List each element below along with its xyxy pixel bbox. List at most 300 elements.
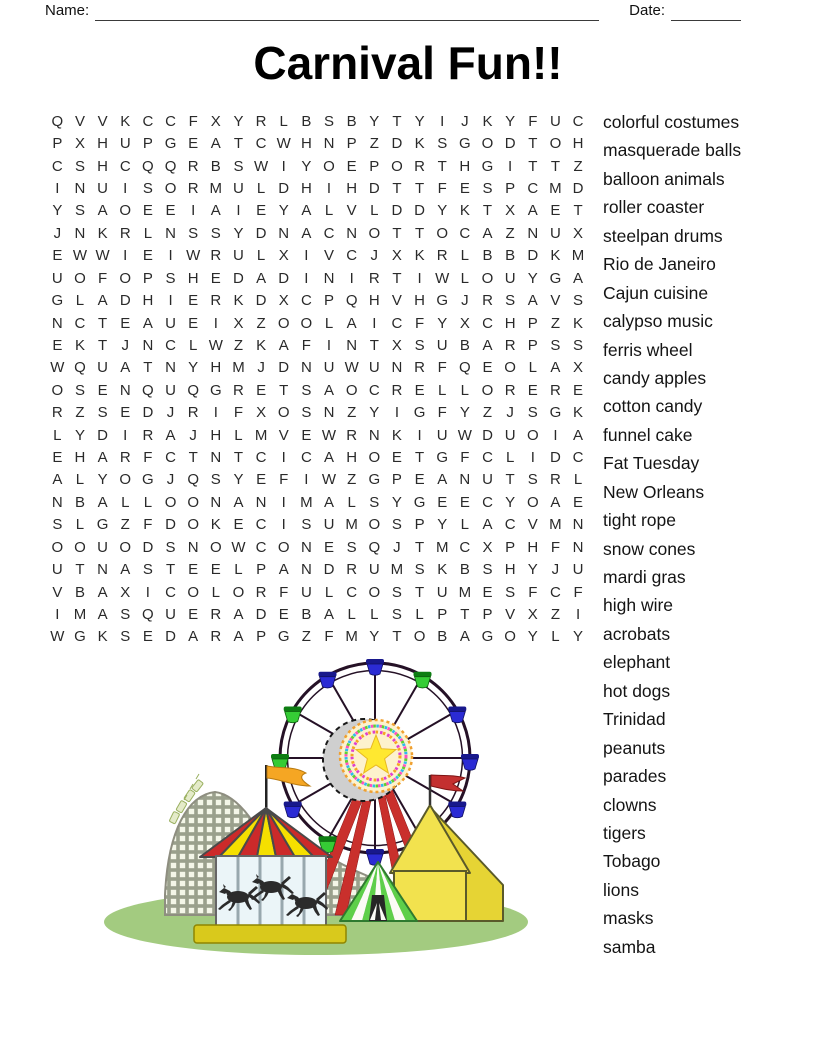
grid-cell: S	[120, 628, 131, 646]
word-list-item: acrobats	[603, 623, 671, 644]
grid-cell: F	[550, 538, 560, 556]
grid-cell: D	[97, 426, 109, 444]
grid-cell: C	[119, 157, 131, 175]
grid-cell: I	[123, 426, 128, 444]
grid-cell: K	[97, 628, 108, 646]
grid-cell: I	[394, 404, 400, 422]
grid-cell: T	[392, 179, 402, 197]
grid-cell: I	[191, 202, 196, 220]
grid-cell: R	[210, 628, 222, 646]
grid-cell: E	[188, 561, 199, 579]
grid-cell: M	[232, 359, 245, 377]
grid-cell: A	[482, 516, 493, 534]
carnival-illustration	[88, 645, 538, 965]
grid-cell: F	[98, 269, 108, 287]
grid-cell: N	[74, 179, 86, 197]
grid-cell: V	[74, 112, 85, 130]
grid-cell: D	[255, 292, 267, 310]
grid-cell: V	[391, 292, 402, 310]
grid-cell: U	[368, 359, 380, 377]
grid-cell: V	[97, 112, 108, 130]
grid-cell: B	[74, 493, 85, 511]
grid-cell: N	[572, 538, 584, 556]
grid-cell: O	[300, 314, 313, 332]
grid-cell: I	[508, 157, 513, 175]
grid-cell: D	[504, 135, 516, 153]
grid-cell: S	[391, 516, 402, 534]
grid-cell: G	[549, 269, 562, 287]
grid-cell: E	[391, 449, 402, 467]
grid-cell: A	[210, 202, 221, 220]
grid-cell: S	[233, 157, 244, 175]
grid-cell: O	[277, 314, 290, 332]
grid-cell: O	[164, 179, 177, 197]
grid-cell: C	[482, 449, 493, 467]
grid-cell: G	[164, 135, 177, 153]
grid-cell: C	[527, 179, 539, 197]
grid-cell: S	[324, 112, 335, 130]
grid-cell: N	[51, 314, 63, 332]
grid-cell: B	[210, 157, 221, 175]
grid-cell: L	[53, 426, 62, 444]
grid-cell: O	[504, 359, 516, 377]
word-list-item: colorful costumes	[603, 112, 740, 132]
grid-cell: C	[346, 583, 358, 601]
word-list-item: calypso music	[603, 311, 713, 332]
grid-cell: M	[345, 516, 358, 534]
grid-cell: L	[234, 561, 243, 579]
grid-cell: T	[233, 135, 244, 153]
grid-cell: A	[527, 202, 538, 220]
grid-cell: U	[504, 426, 516, 444]
grid-cell: K	[573, 314, 584, 332]
grid-cell: D	[391, 135, 403, 153]
grid-cell: I	[55, 605, 60, 623]
grid-cell: T	[392, 112, 402, 130]
grid-cell: E	[437, 493, 448, 511]
date-label: Date:	[629, 2, 665, 19]
grid-cell: K	[233, 292, 244, 310]
grid-cell: O	[209, 538, 222, 556]
grid-cell: L	[256, 247, 266, 265]
grid-cell: I	[281, 493, 286, 511]
grid-cell: E	[414, 471, 425, 489]
page-title: Carnival Fun!!	[253, 37, 563, 89]
grid-cell: O	[187, 516, 199, 534]
grid-cell: O	[368, 224, 381, 242]
grid-cell: Z	[482, 404, 493, 422]
grid-cell: E	[188, 605, 199, 623]
grid-cell: T	[437, 157, 447, 175]
grid-cell: S	[142, 179, 153, 197]
grid-cell: H	[300, 179, 312, 197]
grid-cell: X	[459, 314, 470, 332]
grid-cell: C	[255, 449, 267, 467]
grid-cell: J	[257, 359, 265, 377]
grid-cell: D	[255, 605, 267, 623]
grid-cell: S	[573, 292, 584, 310]
grid-cell: S	[527, 404, 538, 422]
worksheet-header	[45, 1, 741, 21]
grid-cell: I	[213, 404, 218, 422]
grid-cell: N	[210, 449, 222, 467]
grid-cell: W	[208, 336, 223, 354]
grid-cell: C	[255, 516, 267, 534]
grid-cell: V	[527, 516, 538, 534]
grid-cell: P	[346, 135, 357, 153]
grid-cell: W	[72, 247, 88, 265]
grid-cell: C	[549, 583, 561, 601]
grid-cell: S	[369, 493, 380, 511]
grid-cell: W	[50, 359, 65, 377]
grid-cell: X	[391, 247, 402, 265]
grid-cell: T	[165, 561, 176, 579]
grid-cell: Y	[527, 628, 538, 646]
grid-cell: U	[504, 269, 516, 287]
grid-cell: C	[300, 449, 312, 467]
grid-cell: I	[145, 583, 150, 601]
word-list-item: New Orleans	[603, 481, 705, 502]
grid-cell: J	[166, 404, 175, 422]
grid-cell: I	[304, 247, 309, 265]
grid-cell: O	[481, 135, 494, 153]
grid-cell: R	[368, 269, 380, 287]
grid-cell: Q	[164, 157, 177, 175]
word-list-item: masquerade balls	[603, 140, 742, 161]
grid-cell: A	[188, 628, 199, 646]
word-list-item: mardi gras	[603, 567, 686, 587]
grid-cell: A	[482, 336, 493, 354]
word-list-item: peanuts	[603, 737, 666, 758]
grid-cell: U	[51, 561, 63, 579]
grid-cell: S	[505, 583, 516, 601]
grid-cell: C	[482, 314, 493, 332]
grid-cell: G	[436, 292, 449, 310]
grid-cell: Z	[301, 628, 311, 646]
grid-cell: S	[437, 135, 448, 153]
grid-cell: L	[370, 202, 379, 220]
grid-cell: Q	[142, 157, 154, 175]
grid-cell: S	[482, 561, 493, 579]
grid-cell: W	[435, 269, 450, 287]
grid-cell: C	[572, 112, 584, 130]
grid-cell: X	[120, 583, 131, 601]
grid-cell: L	[143, 493, 153, 511]
grid-cell: A	[301, 202, 312, 220]
grid-cell: O	[368, 449, 381, 467]
grid-cell: N	[74, 224, 86, 242]
grid-cell: O	[526, 493, 539, 511]
grid-cell: L	[460, 269, 470, 287]
grid-cell: U	[436, 426, 448, 444]
grid-cell: K	[74, 336, 85, 354]
grid-cell: V	[278, 426, 289, 444]
grid-cell: E	[97, 381, 108, 399]
grid-cell: E	[256, 381, 267, 399]
grid-cell: T	[528, 157, 538, 175]
grid-cell: I	[304, 269, 309, 287]
grid-cell: G	[277, 628, 290, 646]
grid-cell: S	[391, 583, 402, 601]
grid-cell: L	[324, 314, 334, 332]
grid-cell: L	[279, 112, 288, 130]
grid-cell: Z	[347, 404, 357, 422]
grid-cell: R	[187, 404, 199, 422]
word-list-item: tigers	[603, 822, 646, 843]
grid-cell: J	[551, 561, 560, 579]
grid-cell: A	[233, 493, 244, 511]
grid-cell: S	[142, 561, 153, 579]
grid-cell: T	[414, 583, 425, 601]
grid-cell: E	[52, 449, 63, 467]
grid-cell: O	[504, 628, 516, 646]
grid-cell: P	[142, 135, 153, 153]
grid-cell: R	[414, 359, 425, 377]
grid-cell: C	[346, 247, 358, 265]
grid-cell: N	[119, 381, 131, 399]
grid-cell: B	[301, 605, 312, 623]
grid-cell: D	[142, 404, 154, 422]
grid-cell: S	[527, 471, 538, 489]
grid-cell: K	[256, 336, 267, 354]
grid-cell: T	[482, 202, 493, 220]
grid-cell: X	[278, 292, 289, 310]
grid-cell: O	[345, 381, 358, 399]
grid-cell: O	[277, 538, 290, 556]
grid-cell: H	[346, 449, 358, 467]
grid-cell: O	[368, 516, 381, 534]
grid-cell: Z	[75, 404, 85, 422]
grid-cell: Q	[51, 112, 64, 130]
word-list-item: cotton candy	[603, 396, 703, 417]
grid-cell: S	[120, 605, 131, 623]
grid-cell: W	[276, 135, 291, 153]
grid-cell: K	[210, 516, 221, 534]
grid-cell: K	[459, 202, 470, 220]
grid-cell: B	[437, 628, 448, 646]
grid-cell: H	[97, 157, 109, 175]
grid-cell: Y	[233, 471, 244, 489]
grid-cell: Z	[369, 135, 379, 153]
word-list-item: Fat Tuesday	[603, 453, 700, 474]
grid-cell: H	[187, 269, 199, 287]
grid-cell: R	[187, 179, 199, 197]
grid-cell: L	[460, 247, 470, 265]
word-list-item: tight rope	[603, 510, 676, 531]
ferris-wheel-hub	[323, 719, 412, 801]
grid-cell: Y	[437, 202, 448, 220]
word-list-item: steelpan drums	[603, 225, 723, 246]
grid-cell: T	[414, 179, 425, 197]
grid-cell: B	[346, 112, 357, 130]
grid-cell: Q	[459, 359, 471, 377]
grid-cell: H	[414, 292, 425, 310]
grid-cell: O	[549, 135, 562, 153]
grid-cell: L	[347, 493, 356, 511]
grid-cell: Y	[527, 561, 538, 579]
grid-cell: G	[481, 628, 494, 646]
grid-cell: D	[391, 202, 403, 220]
grid-cell: V	[52, 583, 63, 601]
grid-cell: C	[165, 336, 176, 354]
grid-cell: Z	[256, 314, 266, 332]
grid-cell: R	[255, 583, 267, 601]
grid-cell: Y	[52, 202, 63, 220]
grid-cell: S	[165, 269, 176, 287]
grid-cell: N	[97, 561, 109, 579]
grid-cell: F	[279, 583, 289, 601]
grid-cell: Y	[233, 112, 244, 130]
grid-cell: T	[233, 449, 244, 467]
carousel-banner-icon	[267, 766, 310, 786]
word-list-item: Tobago	[603, 851, 661, 872]
grid-cell: H	[346, 179, 358, 197]
grid-cell: O	[51, 538, 64, 556]
grid-cell: T	[98, 314, 108, 332]
grid-cell: G	[549, 404, 562, 422]
grid-cell: B	[301, 112, 312, 130]
grid-cell: D	[572, 179, 584, 197]
grid-cell: O	[391, 157, 403, 175]
grid-cell: K	[414, 247, 425, 265]
grid-cell: I	[123, 179, 128, 197]
grid-cell: L	[75, 516, 85, 534]
grid-cell: A	[573, 269, 584, 287]
word-list-item: lions	[603, 879, 639, 900]
grid-cell: O	[187, 493, 199, 511]
grid-cell: V	[505, 605, 516, 623]
grid-cell: E	[188, 314, 199, 332]
grid-cell: J	[166, 471, 175, 489]
grid-cell: O	[481, 381, 494, 399]
grid-cell: Z	[550, 314, 560, 332]
word-list-item: Cajun cuisine	[603, 282, 709, 303]
grid-cell: A	[324, 381, 335, 399]
word-list-item: ferris wheel	[603, 339, 693, 360]
grid-cell: F	[324, 628, 334, 646]
grid-cell: I	[440, 112, 445, 130]
grid-cell: O	[119, 269, 132, 287]
grid-cell: U	[368, 561, 380, 579]
grid-cell: R	[119, 224, 131, 242]
grid-cell: S	[74, 202, 85, 220]
grid-cell: R	[346, 426, 358, 444]
grid-cell: G	[413, 404, 426, 422]
grid-cell: N	[346, 224, 358, 242]
grid-cell: Y	[301, 157, 312, 175]
grid-cell: E	[120, 314, 131, 332]
grid-cell: D	[278, 359, 290, 377]
grid-cell: Q	[368, 538, 381, 556]
grid-cell: K	[550, 247, 561, 265]
grid-cell: Q	[142, 381, 154, 399]
grid-cell: M	[458, 583, 472, 601]
grid-cell: S	[165, 538, 176, 556]
grid-cell: R	[414, 157, 425, 175]
grid-cell: F	[279, 471, 289, 489]
grid-cell: I	[530, 449, 535, 467]
grid-cell: Y	[233, 224, 244, 242]
grid-cell: W	[254, 157, 269, 175]
grid-cell: N	[165, 224, 176, 242]
grid-cell: Z	[573, 157, 583, 175]
grid-cell: Z	[347, 471, 357, 489]
grid-cell: G	[51, 292, 64, 310]
grid-cell: T	[460, 605, 470, 623]
grid-cell: Q	[142, 605, 154, 623]
word-list-item: snow cones	[603, 538, 696, 559]
grid-cell: C	[459, 224, 471, 242]
grid-cell: S	[52, 516, 63, 534]
grid-cell: P	[437, 605, 448, 623]
grid-cell: S	[414, 561, 425, 579]
grid-cell: O	[164, 493, 177, 511]
grid-cell: E	[414, 381, 425, 399]
grid-cell: E	[52, 247, 63, 265]
grid-cell: X	[527, 605, 538, 623]
grid-cell: I	[553, 426, 558, 444]
grid-cell: L	[460, 381, 470, 399]
grid-cell: Q	[74, 359, 86, 377]
grid-cell: B	[459, 561, 470, 579]
grid-cell: H	[300, 135, 312, 153]
grid-cell: N	[323, 404, 335, 422]
grid-cell: H	[504, 314, 516, 332]
grid-cell: Y	[369, 404, 380, 422]
grid-cell: N	[572, 516, 584, 534]
grid-cell: D	[165, 516, 176, 534]
grid-cell: I	[168, 247, 173, 265]
grid-cell: O	[119, 538, 132, 556]
grid-cell: N	[255, 493, 267, 511]
grid-cell: O	[368, 583, 381, 601]
grid-cell: G	[436, 449, 449, 467]
word-list-item: Rio de Janeiro	[603, 254, 716, 275]
grid-cell: A	[120, 561, 131, 579]
grid-cell: E	[573, 493, 584, 511]
word-list-item: elephant	[603, 652, 671, 673]
grid-cell: W	[344, 359, 359, 377]
grid-cell: R	[549, 381, 561, 399]
grid-cell: C	[323, 224, 335, 242]
grid-cell: F	[437, 404, 447, 422]
grid-cell: Y	[459, 404, 470, 422]
grid-cell: M	[345, 628, 358, 646]
grid-cell: G	[96, 516, 109, 534]
grid-cell: D	[482, 426, 493, 444]
grid-cell: R	[187, 157, 199, 175]
grid-cell: C	[504, 516, 516, 534]
word-list-item: clowns	[603, 794, 657, 815]
grid-cell: J	[53, 224, 62, 242]
grid-cell: W	[321, 426, 337, 444]
grid-cell: K	[437, 561, 448, 579]
grid-cell: T	[414, 449, 425, 467]
grid-cell: L	[347, 605, 356, 623]
grid-cell: H	[527, 538, 539, 556]
grid-cell: Q	[187, 381, 199, 399]
grid-cell: E	[120, 404, 131, 422]
word-list-item: candy apples	[603, 367, 707, 388]
grid-cell: U	[165, 314, 176, 332]
grid-cell: S	[301, 381, 312, 399]
grid-cell: Y	[278, 202, 289, 220]
grid-cell: I	[213, 314, 218, 332]
grid-cell: U	[436, 583, 448, 601]
grid-cell: M	[549, 516, 562, 534]
grid-cell: K	[482, 112, 493, 130]
grid-cell: N	[187, 538, 199, 556]
